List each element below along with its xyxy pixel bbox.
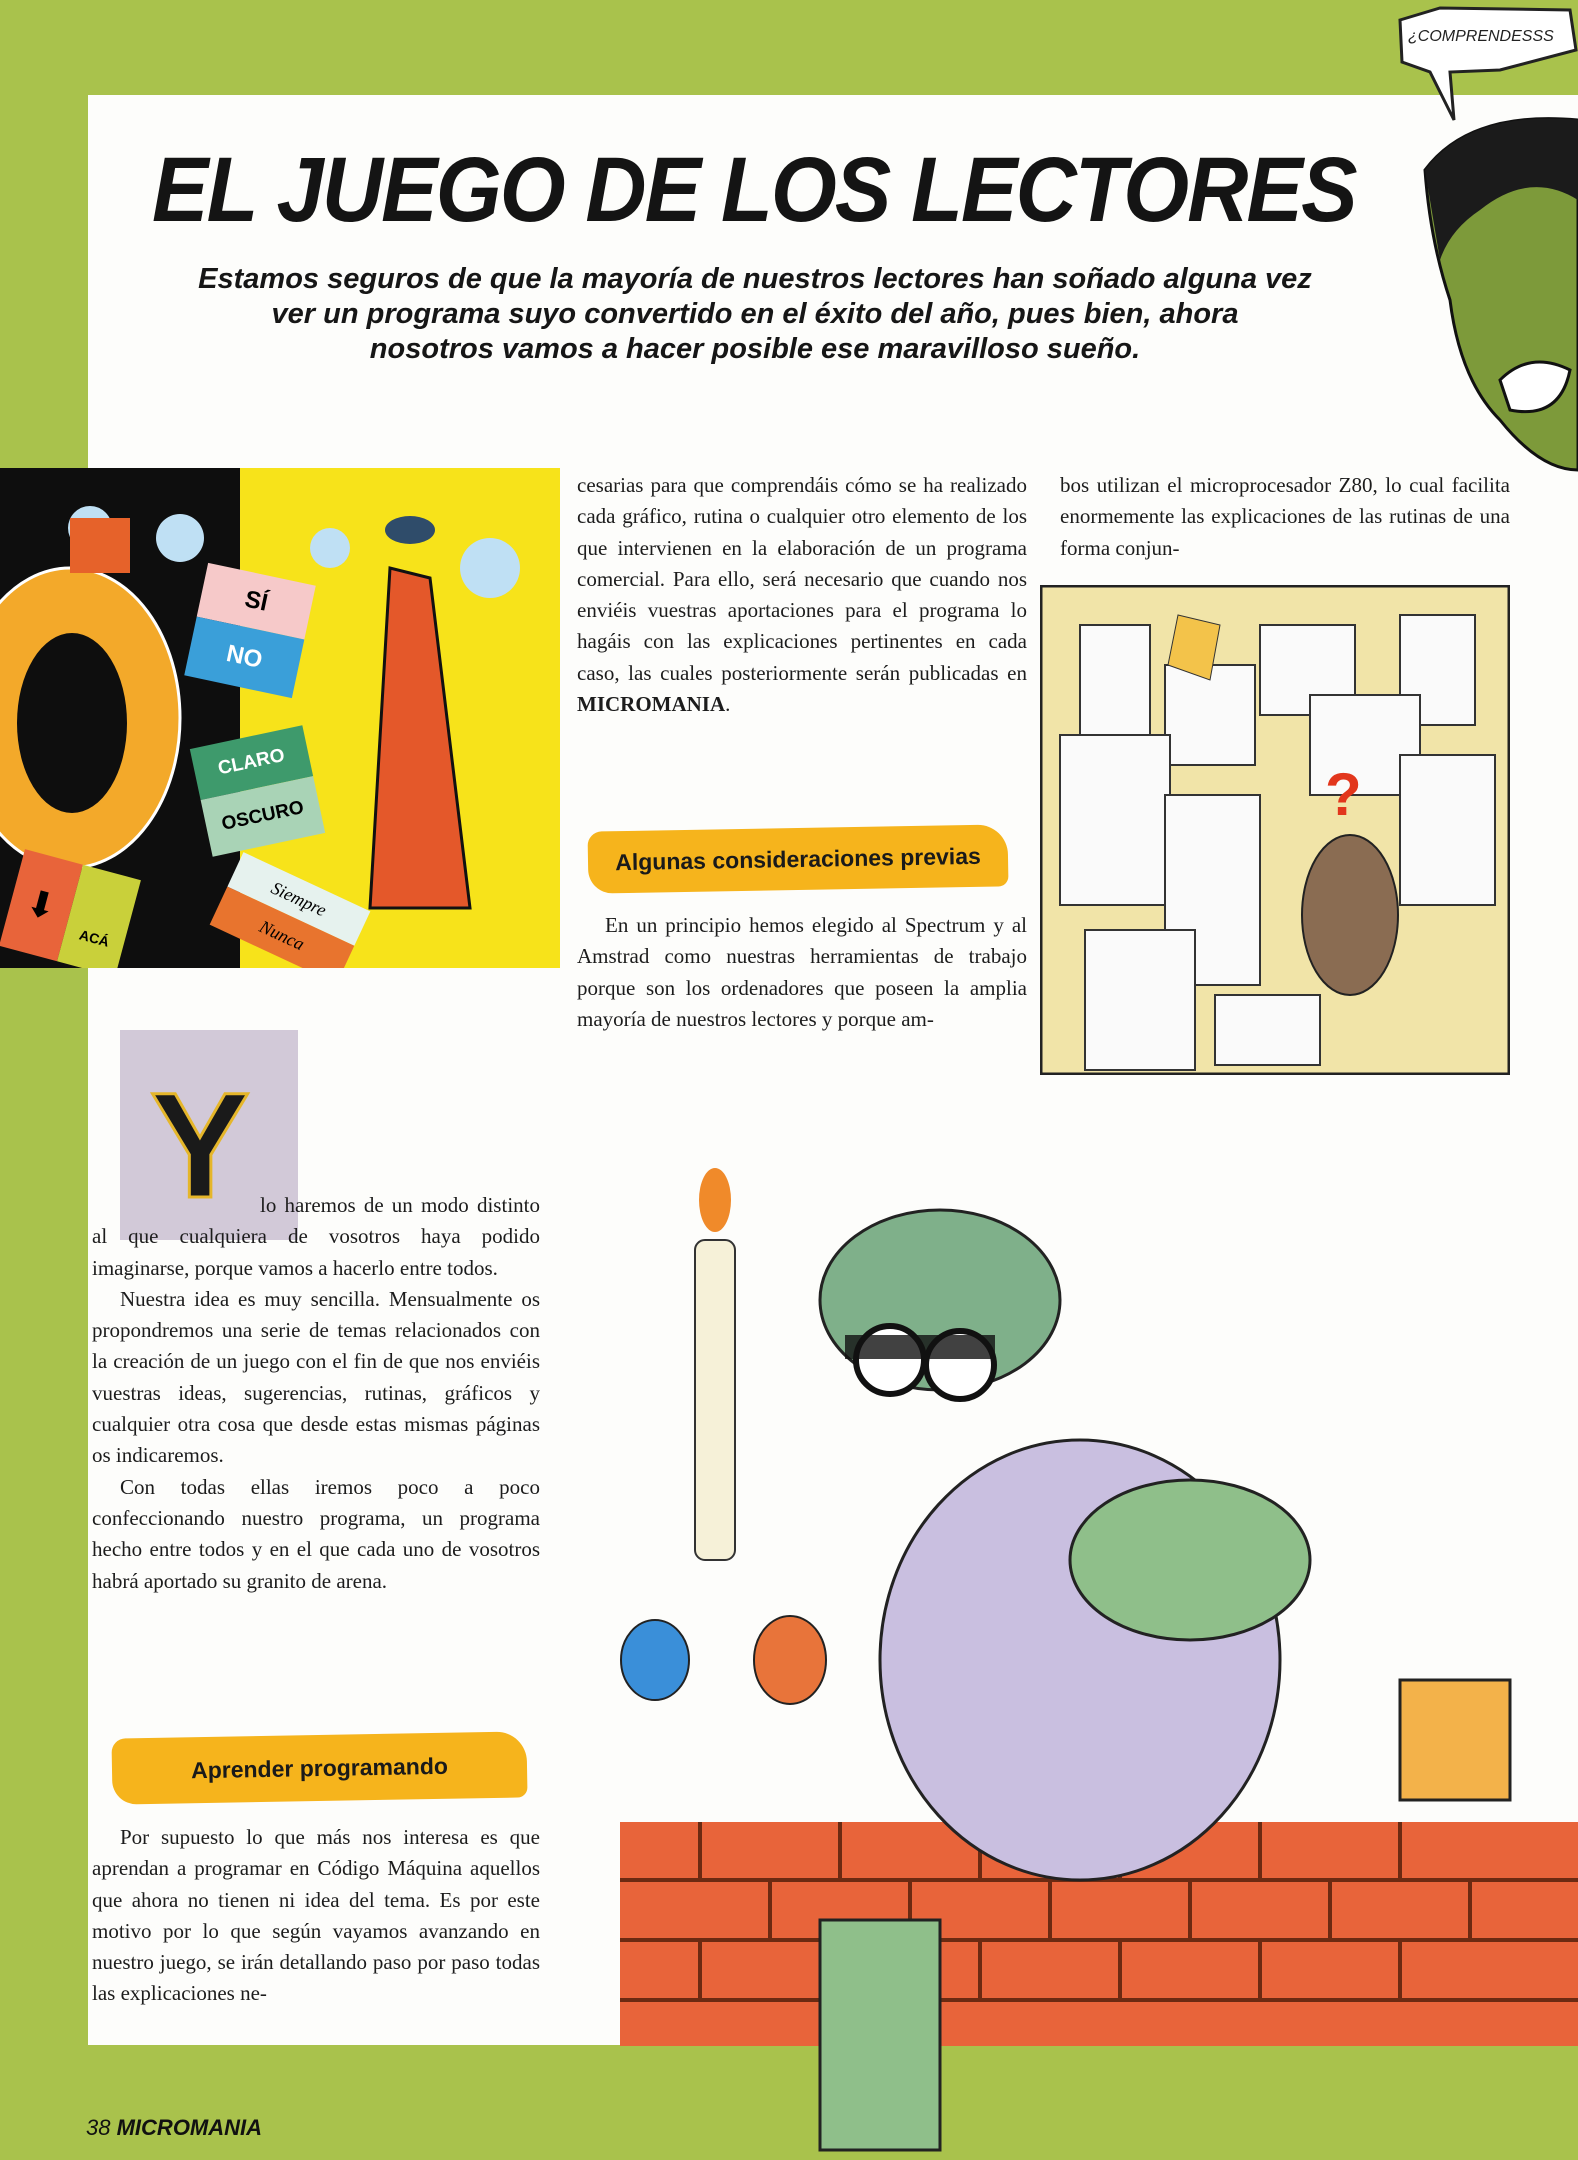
sign-oscuro: OSCURO [201, 776, 326, 857]
subtitle-line: ver un programa suyo convertido en el éxito del año, pues bien, ahora [271, 298, 1239, 330]
section-heading-consideraciones: Algunas consideraciones previas [587, 824, 1008, 893]
svg-text:?: ? [1325, 761, 1362, 828]
body-text: Nuestra idea es muy sencilla. Mensualmente os propondremos una serie de temas relacionados con la creación de un juego con el fin de que nos enviéis vuestras ideas, sugerencias, rutinas, gráficos y cualquier otra cosa que desde estas mismas páginas os indicaremos. [92, 1286, 540, 1468]
sign-nunca: Nunca [210, 887, 355, 968]
speech-bubble-text: ¿COMPRENDESSS [1408, 28, 1554, 45]
body-text: cesarias para que comprendáis cómo se ha realizado cada gráfico, rutina o cualquier otro elemento de los que intervienen en la elaboración de un programa comercial. Para ello, será necesario que cuando nos enviéis vuestras aportaciones para el programa lo hagáis con las explicaciones pertinentes en cada caso, las cuales posteriormente serán publicadas en [577, 473, 1027, 685]
body-text: En un principio hemos elegido al Spectrum y al Amstrad como nuestras herramientas de trabajo porque son los ordenadores que poseen la amplia mayoría de nuestros lectores y porque am- [577, 913, 1027, 1031]
subtitle-line: nosotros vamos a hacer posible ese maravilloso sueño. [369, 333, 1141, 365]
page-footer [86, 2115, 262, 2141]
body-text: bos utilizan el microprocesador Z80, lo cual facilita enormemente las explicaciones de las rutinas de una forma conjun- [1060, 473, 1510, 560]
body-text: Por supuesto lo que más nos interesa es que aprendan a programar en Código Máquina aquellos que ahora no tienen ni idea del tema. Es por este motivo por lo que según vayamos avanzando en nuestro juego, se irán detallando paso por paso todas las explicaciones ne- [92, 1825, 540, 2006]
column-right [1060, 470, 1510, 564]
sign-si: SÍ [197, 563, 316, 640]
column-left-continued [92, 1822, 540, 2010]
column-middle: cesarias para que comprendáis cómo se ha realizado cada gráfico, rutina o cualquier otro elemento de los que intervienen en la elaboración de un programa comercial. Para ello, será necesario que cuando nos enviéis vuestras aportaciones para el programa lo hagáis con las explicaciones pertinentes en cada caso, las cuales posteriormente serán publicadas en MICROMANIA. [577, 473, 1027, 717]
magazine-name: MICROMANIA [116, 2115, 263, 2140]
column-middle-continued [577, 910, 1027, 1035]
sign-no: NO [184, 617, 304, 699]
drop-cap-spacer [92, 1190, 260, 1221]
section-heading-aprender: Aprender programando [111, 1731, 527, 1804]
sign-aca: ACÁ [57, 865, 141, 968]
burglar-illustration [610, 1140, 1578, 2160]
column-left [92, 1190, 540, 1597]
drop-cap-letter: Y [150, 1061, 251, 1229]
page-number: 38 [86, 2115, 111, 2140]
arrow-down-icon: ⬇ [0, 849, 83, 961]
rat-maze-illustration [1040, 585, 1510, 1075]
hulk-illustration [1380, 0, 1578, 500]
letters-cartoon-illustration [0, 468, 560, 968]
si-no-sign [184, 563, 316, 698]
subtitle [110, 262, 1400, 367]
brand-name: MICROMANIA [577, 692, 726, 717]
page-title: EL JUEGO DE LOS LECTORES [152, 139, 1356, 241]
body-text: Con todas ellas iremos poco a poco confeccionando nuestro programa, un programa hecho entre todos y en el que cada uno de vosotros habrá aportado su granito de arena. [92, 1474, 540, 1593]
claro-oscuro-sign [190, 725, 325, 857]
sign-siempre: Siempre [227, 852, 370, 946]
sign-claro: CLARO [190, 725, 313, 800]
body-text: lo haremos de un modo distinto al que cualquiera de vosotros haya podido imaginarse, porque vamos a hacerlo entre todos. [92, 1193, 540, 1280]
subtitle-line: Estamos seguros de que la mayoría de nuestros lectores han soñado alguna vez [198, 263, 1312, 295]
